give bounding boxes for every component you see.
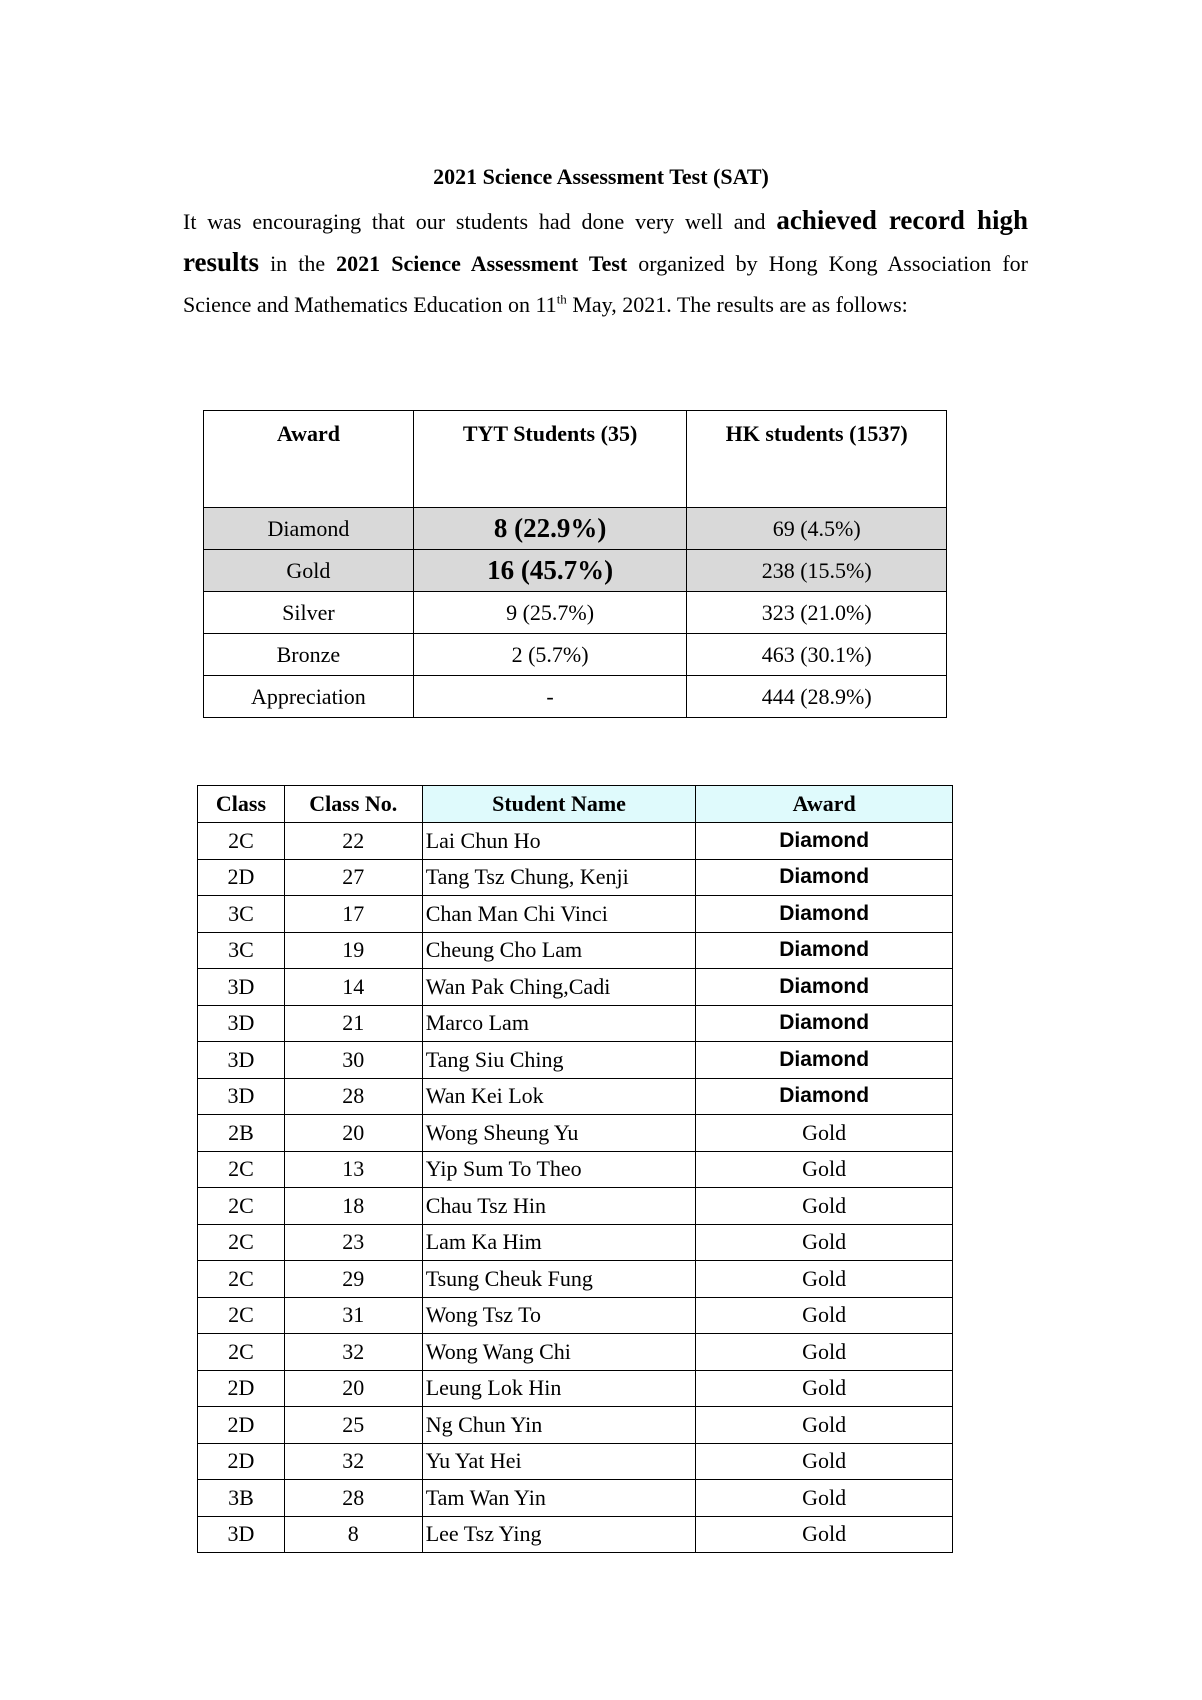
student-award: Gold xyxy=(696,1297,953,1334)
student-name: Tang Tsz Chung, Kenji xyxy=(422,859,696,896)
table-row xyxy=(198,1516,953,1553)
summary-header-hk: HK students (1537) xyxy=(687,411,947,508)
student-award: Diamond xyxy=(696,1078,953,1115)
summary-tyt-value: - xyxy=(413,676,687,718)
table-row xyxy=(198,896,953,933)
table-row xyxy=(198,1334,953,1371)
intro-text-2: in the xyxy=(259,251,337,276)
table-row xyxy=(198,1407,953,1444)
summary-header-award: Award xyxy=(204,411,414,508)
student-name: Wong Wang Chi xyxy=(422,1334,696,1371)
student-class: 2C xyxy=(198,1261,285,1298)
table-row xyxy=(198,1151,953,1188)
student-class: 2D xyxy=(198,1407,285,1444)
student-class: 2D xyxy=(198,1370,285,1407)
student-class: 3C xyxy=(198,896,285,933)
student-name: Leung Lok Hin xyxy=(422,1370,696,1407)
summary-tyt-value: 8 (22.9%) xyxy=(413,508,687,550)
student-class: 2D xyxy=(198,859,285,896)
summary-award: Appreciation xyxy=(204,676,414,718)
student-award: Gold xyxy=(696,1261,953,1298)
student-name: Lam Ka Him xyxy=(422,1224,696,1261)
intro-emphasis-test: 2021 Science Assessment Test xyxy=(336,251,628,276)
summary-hk-value: 69 (4.5%) xyxy=(687,508,947,550)
students-header-class-no: Class No. xyxy=(284,786,422,823)
student-award: Gold xyxy=(696,1480,953,1517)
student-name: Chau Tsz Hin xyxy=(422,1188,696,1225)
student-class: 2C xyxy=(198,1151,285,1188)
table-row xyxy=(198,1005,953,1042)
student-name: Yu Yat Hei xyxy=(422,1443,696,1480)
student-class: 3D xyxy=(198,1516,285,1553)
student-award: Gold xyxy=(696,1151,953,1188)
student-class-no: 29 xyxy=(284,1261,422,1298)
student-class: 2B xyxy=(198,1115,285,1152)
student-name: Wong Tsz To xyxy=(422,1297,696,1334)
student-class: 2C xyxy=(198,1224,285,1261)
student-award: Gold xyxy=(696,1516,953,1553)
summary-hk-value: 323 (21.0%) xyxy=(687,592,947,634)
table-row xyxy=(198,1115,953,1152)
student-award: Gold xyxy=(696,1334,953,1371)
student-class-no: 17 xyxy=(284,896,422,933)
student-class: 2C xyxy=(198,1334,285,1371)
student-class-no: 28 xyxy=(284,1078,422,1115)
summary-award: Diamond xyxy=(204,508,414,550)
student-class-no: 32 xyxy=(284,1334,422,1371)
student-class: 2D xyxy=(198,1443,285,1480)
student-name: Cheung Cho Lam xyxy=(422,932,696,969)
student-award: Diamond xyxy=(696,1005,953,1042)
summary-header-tyt: TYT Students (35) xyxy=(413,411,687,508)
student-class-no: 32 xyxy=(284,1443,422,1480)
table-row xyxy=(198,823,953,860)
summary-hk-value: 444 (28.9%) xyxy=(687,676,947,718)
student-name: Wan Pak Ching,Cadi xyxy=(422,969,696,1006)
table-row xyxy=(198,969,953,1006)
summary-header-row xyxy=(204,411,947,508)
student-class-no: 31 xyxy=(284,1297,422,1334)
intro-text-3: organized by Hong Kong Association for Science and Mathematics Education on 11 xyxy=(183,251,1028,317)
student-name: Tam Wan Yin xyxy=(422,1480,696,1517)
summary-hk-value: 238 (15.5%) xyxy=(687,550,947,592)
summary-tyt-value: 9 (25.7%) xyxy=(413,592,687,634)
students-body xyxy=(198,823,953,1553)
student-class-no: 20 xyxy=(284,1115,422,1152)
intro-paragraph xyxy=(183,200,1028,325)
students-table xyxy=(197,785,953,1553)
student-class: 3D xyxy=(198,1005,285,1042)
student-class: 3C xyxy=(198,932,285,969)
summary-award: Silver xyxy=(204,592,414,634)
student-class-no: 21 xyxy=(284,1005,422,1042)
summary-row xyxy=(204,634,947,676)
student-class-no: 13 xyxy=(284,1151,422,1188)
table-row xyxy=(198,1480,953,1517)
table-row xyxy=(198,1224,953,1261)
student-name: Lai Chun Ho xyxy=(422,823,696,860)
student-award: Diamond xyxy=(696,896,953,933)
student-name: Ng Chun Yin xyxy=(422,1407,696,1444)
students-header-name: Student Name xyxy=(422,786,696,823)
student-award: Gold xyxy=(696,1115,953,1152)
student-class-no: 20 xyxy=(284,1370,422,1407)
student-award: Gold xyxy=(696,1443,953,1480)
summary-row xyxy=(204,676,947,718)
student-award: Gold xyxy=(696,1407,953,1444)
student-name: Wong Sheung Yu xyxy=(422,1115,696,1152)
student-award: Diamond xyxy=(696,859,953,896)
student-class: 3B xyxy=(198,1480,285,1517)
student-name: Wan Kei Lok xyxy=(422,1078,696,1115)
student-award: Gold xyxy=(696,1188,953,1225)
summary-row xyxy=(204,592,947,634)
table-row xyxy=(198,1297,953,1334)
summary-award: Gold xyxy=(204,550,414,592)
student-class-no: 30 xyxy=(284,1042,422,1079)
student-class-no: 18 xyxy=(284,1188,422,1225)
student-class-no: 28 xyxy=(284,1480,422,1517)
intro-text-1: It was encouraging that our students had done very well and xyxy=(183,209,777,234)
summary-tyt-value: 2 (5.7%) xyxy=(413,634,687,676)
table-row xyxy=(198,1261,953,1298)
table-row xyxy=(198,1042,953,1079)
table-row xyxy=(198,859,953,896)
student-name: Lee Tsz Ying xyxy=(422,1516,696,1553)
intro-emphasis-record: achieved record high results xyxy=(183,205,1029,277)
student-award: Gold xyxy=(696,1370,953,1407)
students-header-row xyxy=(198,786,953,823)
student-class-no: 22 xyxy=(284,823,422,860)
summary-row xyxy=(204,508,947,550)
table-row xyxy=(198,932,953,969)
table-row xyxy=(198,1370,953,1407)
student-class: 2C xyxy=(198,823,285,860)
student-class-no: 25 xyxy=(284,1407,422,1444)
students-header-award: Award xyxy=(696,786,953,823)
student-class-no: 19 xyxy=(284,932,422,969)
student-name: Yip Sum To Theo xyxy=(422,1151,696,1188)
summary-tyt-value: 16 (45.7%) xyxy=(413,550,687,592)
student-award: Diamond xyxy=(696,932,953,969)
table-row xyxy=(198,1188,953,1225)
summary-row xyxy=(204,550,947,592)
table-row xyxy=(198,1443,953,1480)
student-award: Diamond xyxy=(696,1042,953,1079)
student-class: 2C xyxy=(198,1188,285,1225)
student-award: Diamond xyxy=(696,969,953,1006)
student-class-no: 8 xyxy=(284,1516,422,1553)
student-name: Tsung Cheuk Fung xyxy=(422,1261,696,1298)
summary-award: Bronze xyxy=(204,634,414,676)
intro-text-4: May, 2021. The results are as follows: xyxy=(566,292,908,317)
student-name: Marco Lam xyxy=(422,1005,696,1042)
document-title: 2021 Science Assessment Test (SAT) xyxy=(433,164,769,189)
intro-superscript: th xyxy=(556,291,567,307)
student-class: 2C xyxy=(198,1297,285,1334)
summary-hk-value: 463 (30.1%) xyxy=(687,634,947,676)
student-name: Tang Siu Ching xyxy=(422,1042,696,1079)
table-row xyxy=(198,1078,953,1115)
student-award: Gold xyxy=(696,1224,953,1261)
summary-table xyxy=(203,410,947,718)
student-class: 3D xyxy=(198,1078,285,1115)
students-header-class: Class xyxy=(198,786,285,823)
student-award: Diamond xyxy=(696,823,953,860)
student-name: Chan Man Chi Vinci xyxy=(422,896,696,933)
student-class: 3D xyxy=(198,969,285,1006)
student-class-no: 14 xyxy=(284,969,422,1006)
student-class-no: 23 xyxy=(284,1224,422,1261)
student-class-no: 27 xyxy=(284,859,422,896)
student-class: 3D xyxy=(198,1042,285,1079)
